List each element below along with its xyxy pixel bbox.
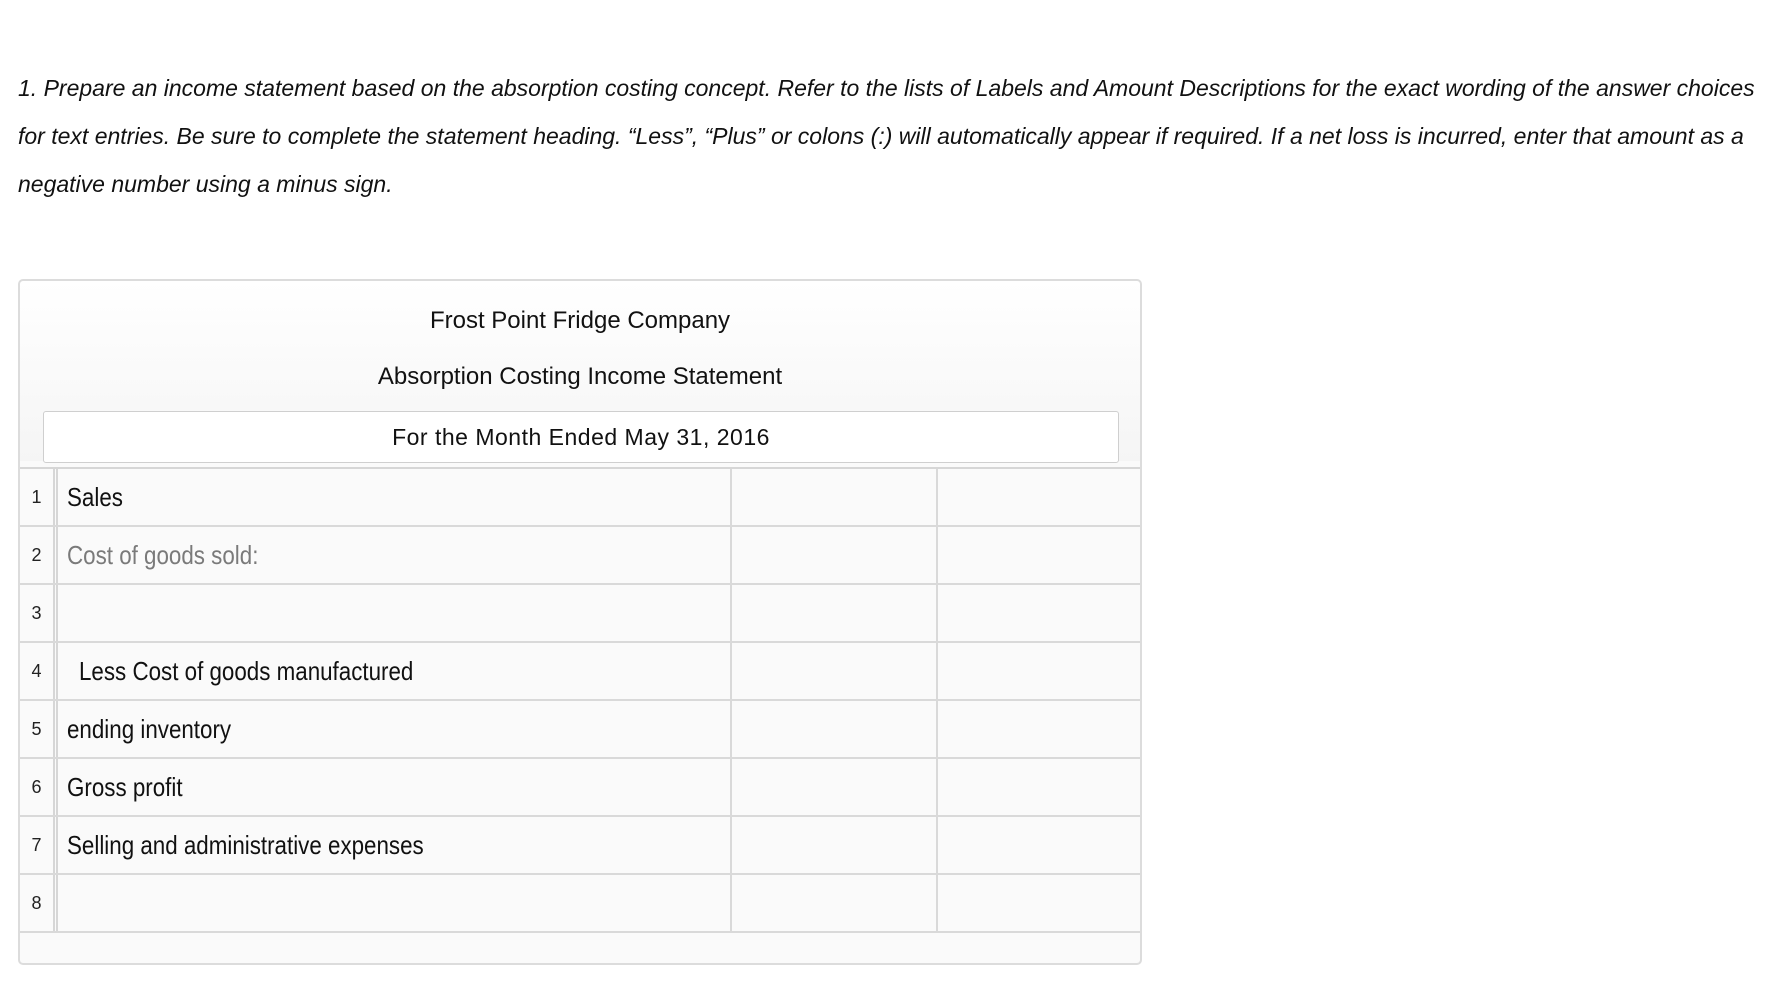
total-cell[interactable]	[938, 701, 1142, 757]
label-text: Gross profit	[67, 772, 183, 802]
label-cell[interactable]	[58, 701, 732, 757]
table-row	[20, 527, 1142, 585]
period-field[interactable]: For the Month Ended May 31, 2016	[43, 411, 1119, 463]
label-cell[interactable]	[58, 469, 732, 525]
row-number: 5	[20, 701, 58, 757]
amount-cell[interactable]	[732, 527, 938, 583]
table-row	[20, 643, 1142, 701]
row-number: 6	[20, 759, 58, 815]
income-statement-panel	[18, 279, 1142, 965]
amount-cell[interactable]	[732, 585, 938, 641]
label-text: Sales	[67, 482, 123, 512]
label-text: Cost of goods sold:	[67, 540, 259, 570]
row-number: 1	[20, 469, 58, 525]
table-row	[20, 817, 1142, 875]
row-number: 3	[20, 585, 58, 641]
label-cell[interactable]	[58, 759, 732, 815]
table-row	[20, 469, 1142, 527]
amount-cell[interactable]	[732, 701, 938, 757]
total-cell[interactable]	[938, 643, 1142, 699]
row-number: 2	[20, 527, 58, 583]
label-cell[interactable]	[58, 527, 732, 583]
table-row	[20, 585, 1142, 643]
label-text: Selling and administrative expenses	[67, 830, 424, 860]
table-row	[20, 701, 1142, 759]
total-cell[interactable]	[938, 817, 1142, 873]
total-cell[interactable]	[938, 469, 1142, 525]
row-number: 8	[20, 875, 58, 931]
amount-cell[interactable]	[732, 469, 938, 525]
company-name: Frost Point Fridge Company	[429, 307, 731, 334]
row-number: 7	[20, 817, 58, 873]
label-text: Less Cost of goods manufactured	[79, 656, 414, 686]
label-cell[interactable]	[58, 643, 732, 699]
statement-title: Absorption Costing Income Statement	[377, 363, 783, 390]
row-number: 4	[20, 643, 58, 699]
amount-cell[interactable]	[732, 817, 938, 873]
total-cell[interactable]	[938, 759, 1142, 815]
label-cell[interactable]	[58, 817, 732, 873]
total-cell[interactable]	[938, 585, 1142, 641]
amount-cell[interactable]	[732, 643, 938, 699]
statement-grid	[20, 467, 1142, 933]
question-instructions: 1. Prepare an income statement based on the absorption costing concept. Refer to the lists of Labels and Amount Descriptions for the exact wording of the answer choices for text entries. Be sure to complete the statement heading. “Less”, “Plus” or colons (:) will automatically appear if required. If a net loss is incurred, enter that amount as a negative number using a minus sign.	[18, 75, 1755, 197]
amount-cell[interactable]	[732, 759, 938, 815]
total-cell[interactable]	[938, 527, 1142, 583]
amount-cell[interactable]	[732, 875, 938, 931]
table-row	[20, 875, 1142, 933]
total-cell[interactable]	[938, 875, 1142, 931]
label-text: ending inventory	[67, 714, 232, 744]
label-cell[interactable]	[58, 585, 732, 641]
table-row	[20, 759, 1142, 817]
label-cell[interactable]	[58, 875, 732, 931]
